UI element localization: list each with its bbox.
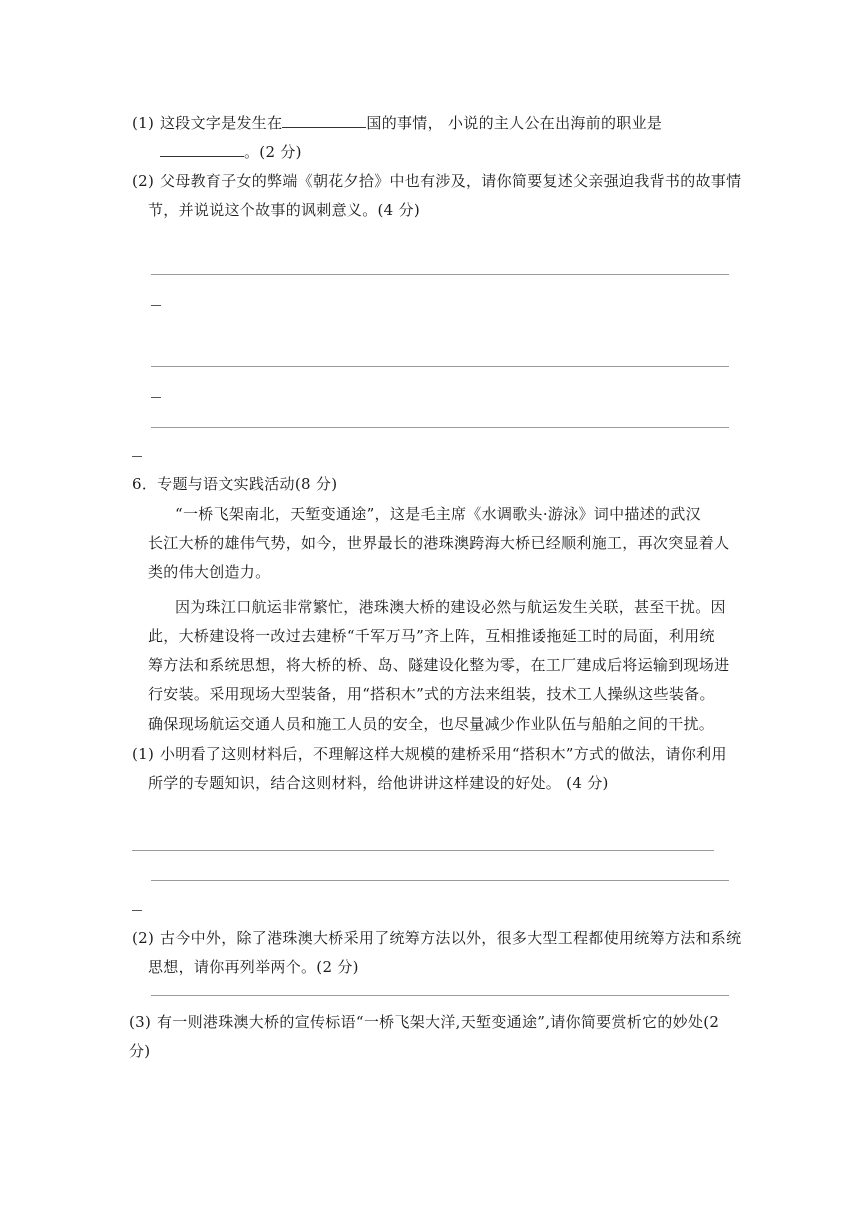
answer-line[interactable] [132, 850, 714, 851]
q5-sub1-text-a: 这段文字是发生在 [160, 114, 283, 132]
q6-sub3-number: (3) [129, 1013, 152, 1031]
q6-title: 6．专题与语文实践活动(8 分) [132, 475, 338, 493]
q6-para2-line2: 此，大桥建设将一改过去建桥“千军万马”齐上阵，互相推诿拖延工时的局面，利用统 [148, 627, 715, 645]
answer-line-stub [151, 305, 161, 306]
q5-sub1-text-c: 。(2 分) [244, 143, 302, 161]
answer-line[interactable] [151, 427, 729, 428]
q6-sub3-line1: 有一则港珠澳大桥的宣传标语“一桥飞架大洋,天堑变通途”,请你简要赏析它的妙处(2 [157, 1013, 720, 1031]
q6-sub2-line2: 思想，请你再列举两个。(2 分) [148, 958, 359, 976]
answer-line-stub [151, 397, 161, 398]
answer-blank-country[interactable] [282, 113, 366, 128]
q6-para1-line1: “一桥飞架南北，天堑变通途”，这是毛主席《水调歌头·游泳》词中描述的武汉 [175, 505, 701, 523]
answer-line[interactable] [151, 274, 729, 275]
q6-para2-line3: 筹方法和系统思想，将大桥的桥、岛、隧建设化整为零，在工厂建成后将运输到现场进 [148, 656, 730, 674]
answer-line[interactable] [151, 995, 729, 996]
answer-line-stub [132, 910, 142, 911]
q6-sub2-number: (2) [132, 929, 155, 947]
q6-sub1-number: (1) [132, 745, 155, 763]
q6-para2-line1: 因为珠江口航运非常繁忙，港珠澳大桥的建设必然与航运发生关联，甚至干扰。因 [175, 598, 726, 616]
q6-sub1-line1: 小明看了这则材料后，不理解这样大规模的建桥采用“搭积木”方式的做法，请你利用 [160, 745, 727, 763]
answer-line[interactable] [151, 366, 729, 367]
q5-sub2-line1: 父母教育子女的弊端《朝花夕拾》中也有涉及，请你简要复述父亲强迫我背书的故事情 [160, 172, 742, 190]
q5-sub1-text-b: 国的事情， 小说的主人公在出海前的职业是 [366, 114, 663, 132]
q6-para2-line4: 行安装。采用现场大型装备，用“搭积木”式的方法来组装，技术工人操纵这些装备。 [148, 685, 715, 703]
answer-blank-occupation[interactable] [160, 142, 244, 157]
answer-line[interactable] [151, 880, 729, 881]
q5-sub2-line2: 节，并说说这个故事的讽刺意义。(4 分) [148, 201, 421, 219]
answer-line-stub [132, 456, 142, 457]
q6-sub3-line2: 分) [129, 1042, 151, 1060]
q5-sub2-number: (2) [132, 172, 155, 190]
q6-sub2-line1: 古今中外，除了港珠澳大桥采用了统筹方法以外，很多大型工程都使用统筹方法和系统 [160, 929, 742, 947]
q6-para1-line2: 长江大桥的雄伟气势，如今，世界最长的港珠澳跨海大桥已经顺利施工，再次突显着人 [148, 534, 730, 552]
q6-para2-line5: 确保现场航运交通人员和施工人员的安全，也尽量减少作业队伍与船舶之间的干扰。 [148, 715, 715, 733]
q5-sub1-line2 [160, 142, 302, 162]
q6-para1-line3: 类的伟大创造力。 [148, 563, 271, 581]
q5-sub1-number: (1) [132, 114, 155, 132]
q5-sub1-line1 [160, 113, 662, 133]
q6-sub1-line2: 所学的专题知识，结合这则材料，给他讲讲这样建设的好处。 (4 分) [148, 774, 609, 792]
